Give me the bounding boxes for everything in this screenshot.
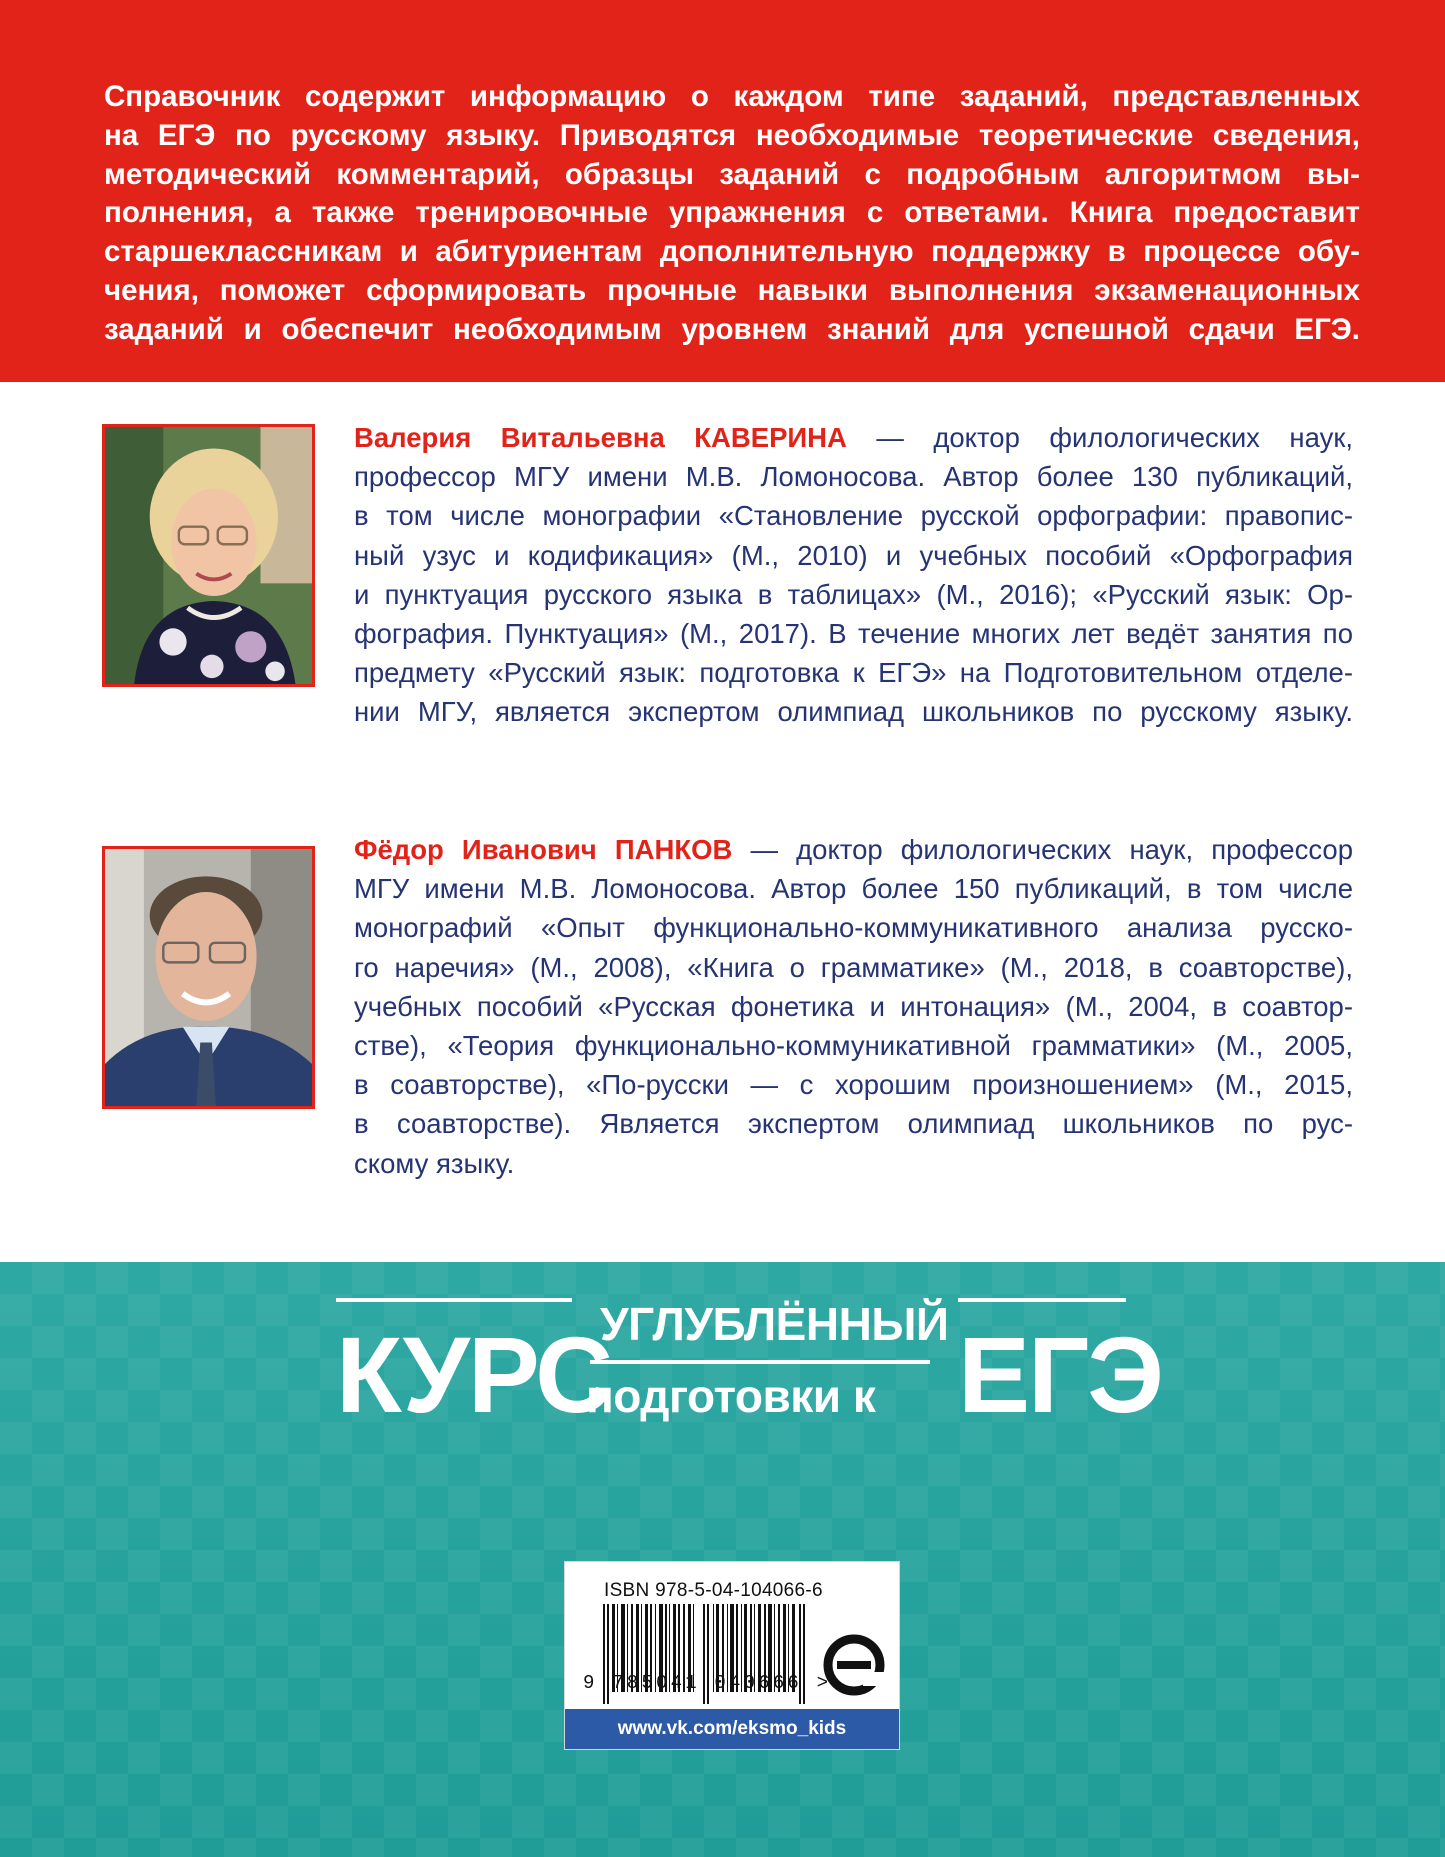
bio-line: скому языку. [354,1147,515,1179]
blurb-line: методический комментарий, образцы заданий с подробным алгоритмом вы- [104,157,1360,191]
bio-line: МГУ имени М.В. Ломоносова. Автор более 150 публикаций, в том числе [354,873,1353,905]
title-rule-middle [590,1360,930,1364]
blurb-line: старшеклассникам и абитуриентам дополнительную поддержку в процессе обу- [104,235,1360,269]
bio-line: ный узус и кодификация» (М., 2010) и учебных пособий «Орфография [354,539,1353,571]
blurb-line: заданий и обеспечит необходимым уровнем знаний для успешной сдачи ЕГЭ. [104,312,1360,346]
eksmo-e-logo-icon [823,1634,885,1696]
barcode-digits: 9 785041 040666 > [583,1672,832,1694]
author-bio-kaverina [354,418,1353,732]
book-description [104,78,1360,350]
bio-line: учебных пособий «Русская фонетика и интонация» (М., 2004, в соавтор- [354,990,1353,1022]
blurb-line: Справочник содержит информацию о каждом типе заданий, представленных [104,80,1360,113]
series-title-left: КУРС [336,1314,612,1435]
bio-line: в соавторстве). Является экспертом олимпиад школьников по рус- [354,1108,1353,1140]
series-title-top: УГЛУБЛЁННЫЙ [600,1298,949,1350]
bio-line: в том числе монографии «Становление русской орфографии: правопис- [354,500,1353,532]
author-photo-kaverina [102,424,315,687]
blurb-line: полнения, а также тренировочные упражнения с ответами. Книга предоставит [104,196,1360,230]
author-name: Фёдор Иванович ПАНКОВ [354,834,733,865]
bio-line: в соавторстве), «По-русски — с хорошим произношением» (М., 2015, [354,1069,1353,1101]
bio-line: и пунктуация русского языка в таблицах» (М., 2016); «Русский язык: Ор- [354,578,1353,610]
isbn-number: ISBN 978-5-04-104066-6 [604,1580,823,1601]
title-rule-right [958,1298,1126,1302]
title-rule-left [336,1298,572,1302]
series-band [0,1262,1445,1857]
isbn-block [565,1562,899,1749]
bio-text: — доктор филологических наук, [846,422,1353,453]
blurb-band [0,0,1445,382]
author-name: Валерия Витальевна КАВЕРИНА [354,422,847,453]
bio-text: — доктор филологических наук, профессор [732,834,1353,865]
bio-line: го наречия» (М., 2008), «Книга о грамматике» (М., 2018, в соавторстве), [354,951,1353,983]
publisher-url[interactable]: www.vk.com/eksmo_kids [565,1709,899,1749]
series-title-right: ЕГЭ [958,1314,1163,1435]
bio-line: предмету «Русский язык: подготовка к ЕГЭ» на Подготовительном отделе- [354,657,1353,689]
bio-line: профессор МГУ имени М.В. Ломоносова. Автор более 130 публикаций, [354,461,1353,493]
bio-line: монографий «Опыт функционально-коммуникативного анализа русско- [354,912,1353,944]
series-title-bottom: подготовки к [586,1370,876,1422]
author-photo-pankov [102,846,315,1109]
bio-line: фография. Пунктуация» (М., 2017). В течение многих лет ведёт занятия по [354,618,1353,650]
bio-line: нии МГУ, является экспертом олимпиад школьников по русскому языку. [354,696,1353,728]
bio-line: стве), «Теория функционально-коммуникативной грамматики» (М., 2005, [354,1030,1353,1062]
blurb-line: на ЕГЭ по русскому языку. Приводятся необходимые теоретические сведения, [104,118,1360,152]
blurb-line: чения, поможет сформировать прочные навыки выполнения экзаменационных [104,273,1360,307]
author-bio-pankov [354,830,1353,1183]
